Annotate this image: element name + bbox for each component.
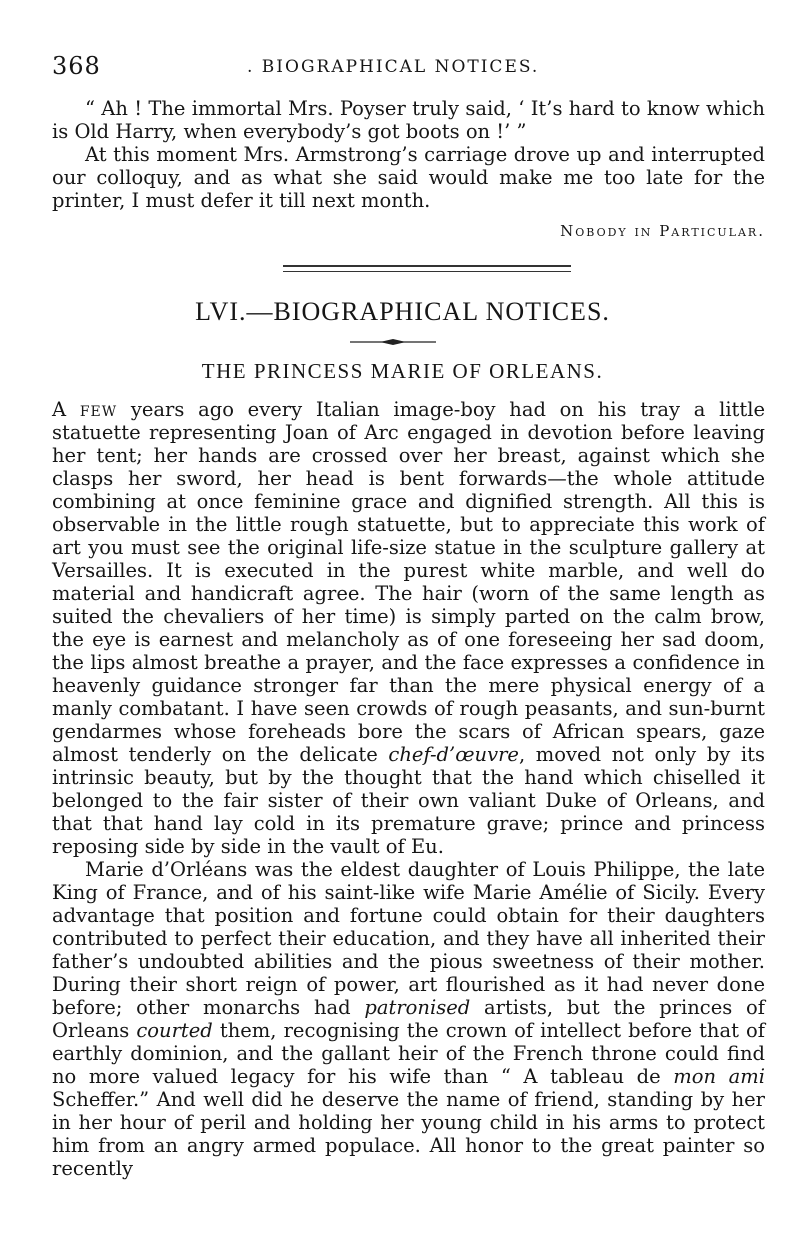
ornament-dash-icon — [350, 338, 436, 346]
italic-patronised: patronised — [364, 996, 471, 1019]
page-header — [52, 52, 765, 82]
running-title: . BIOGRAPHICAL NOTICES. — [247, 57, 540, 77]
intro-quote: “ Ah ! The immortal Mrs. Poyser truly said, ‘ It’s hard to know which is Old Harry, when everybody’s got boots on !’ ” — [52, 97, 765, 143]
signature: Nobody in Particular. — [560, 222, 765, 240]
page-number: 368 — [52, 52, 101, 80]
paragraph-2 — [52, 858, 765, 1180]
smallcaps-word: few — [79, 398, 118, 421]
section-subtitle: THE PRINCESS MARIE OF ORLEANS. — [201, 359, 604, 383]
paragraph-2-text-c: them, recognising the crown of intellect before that of earthly dominion, and the gallant heir of the French throne could find no more valued legacy for his wife than “ A tableau de — [52, 1019, 765, 1088]
italic-chef-doeuvre: chef-d’œuvre — [388, 743, 519, 766]
divider-rule-top — [283, 265, 571, 267]
drop-word: A — [52, 398, 67, 421]
article-body — [52, 398, 765, 1180]
divider-rule-bottom — [283, 271, 571, 272]
paragraph-2-text-a: Marie d’Orléans was the eldest daughter of Louis Philippe, the late King of France, and of his saint-like wife Marie Amélie of Sicily. Every advantage that position and fortune could obtain for their daughters contributed to perfect their education, and they have all inherited their father’s undoubted abilities and the pious sweetness of their mother. During their short reign of power, art flourished as it had never done before; other monarchs had — [52, 858, 765, 1019]
paragraph-2-text-d: Scheffer.” And well did he deserve the name of friend, standing by her in her hour of peril and holding her young child in his arms to protect him from an angry armed populace. All honor to the great painter so recently — [52, 1088, 765, 1180]
paragraph-2-text-b: artists, but the princes of Orleans — [52, 996, 765, 1042]
intro-paragraph: At this moment Mrs. Armstrong’s carriage drove up and interrupted our colloquy, and as what she said would make me too late for the printer, I must defer it till next month. — [52, 143, 765, 212]
section-title: LVI.—BIOGRAPHICAL NOTICES. — [195, 297, 610, 326]
italic-courted: courted — [136, 1019, 213, 1042]
paragraph-1 — [52, 398, 765, 858]
paragraph-1-text-b: , moved not only by its intrinsic beauty, but by the thought that the hand which chiselled it belonged to the fair sister of their own valiant Duke of Orleans, and that that hand lay cold in its premature grave; prince and princess reposing side by side in the vault of Eu. — [52, 743, 765, 858]
intro-block — [52, 97, 765, 212]
italic-mon-ami: mon ami — [673, 1065, 765, 1088]
paragraph-1-text-a: years ago every Italian image-boy had on his tray a little statuette representing Joan of Arc engaged in devotion before leaving her tent; her hands are crossed over her breast, against which she clasps her sword, her head is bent forwards—the whole attitude combining at once feminine grace and dignified strength. All this is observable in the little rough statuette, but to appreciate this work of art you must see the original life-size statue in the sculpture gallery at Versailles. It is executed in the purest white marble, and well do material and handicraft agree. The hair (worn of the same length as suited the chevaliers of her time) is simply parted on the calm brow, the eye is earnest and melancholy as of one foreseeing her sad doom, the lips almost breathe a prayer, and the face expresses a confidence in heavenly guidance stronger far than the mere physical energy of a manly combatant. I have seen crowds of rough peasants, and sun-burnt gendarmes whose foreheads bore the scars of African spears, gaze almost tenderly on the delicate — [52, 398, 766, 766]
